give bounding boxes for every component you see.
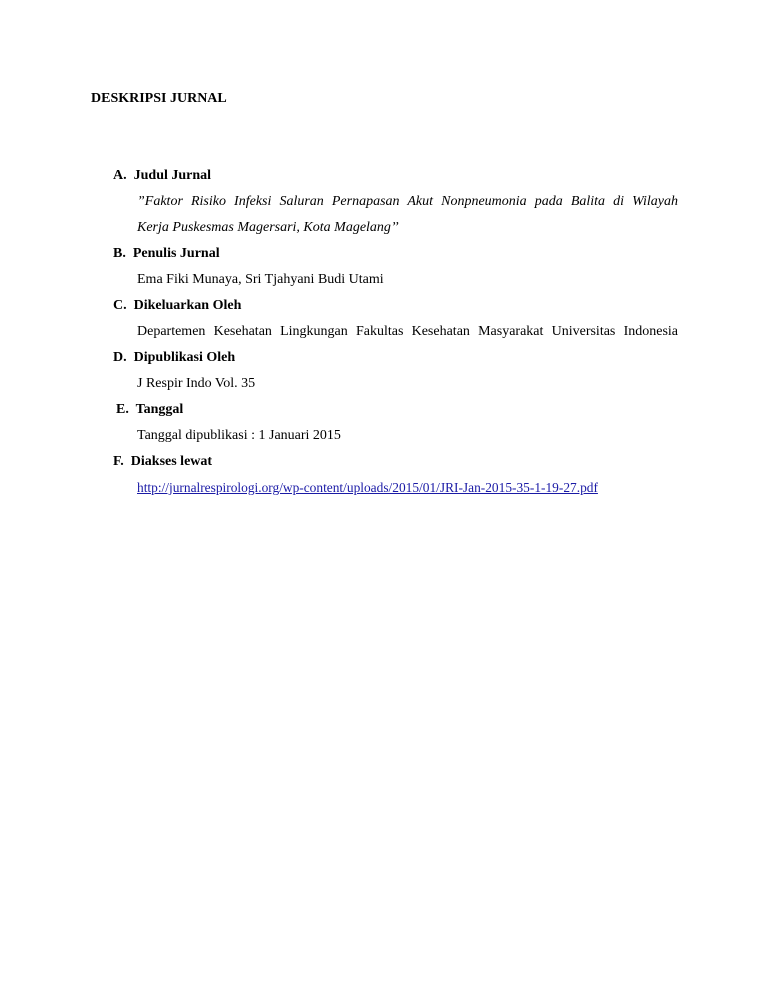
section-d-heading <box>113 350 235 366</box>
journal-title-line-2: Kerja Puskesmas Magersari, Kota Magelang’’ <box>137 220 399 235</box>
section-letter: E. <box>116 402 129 417</box>
journal-url-link[interactable]: http://jurnalrespirologi.org/wp-content/uploads/2015/01/JRI-Jan-2015-35-1-19-27.pdf <box>137 480 598 495</box>
section-c-heading <box>113 298 241 314</box>
section-heading-text: Judul Jurnal <box>133 168 212 183</box>
publisher-text: Departemen Kesehatan Lingkungan Fakultas Kesehatan Masyarakat Universitas Indonesia <box>137 324 678 339</box>
journal-title-line-1: ”Faktor Risiko Infeksi Saluran Pernapasan Akut Nonpneumonia pada Balita di Wilayah <box>137 194 678 209</box>
section-a-heading <box>113 168 211 184</box>
publish-date-text: Tanggal dipublikasi : 1 Januari 2015 <box>137 428 341 443</box>
section-letter: D. <box>113 350 127 365</box>
section-heading-text: Dikeluarkan Oleh <box>133 298 242 313</box>
section-letter: C. <box>113 298 127 313</box>
section-heading-text: Dipublikasi Oleh <box>133 350 236 365</box>
section-heading-text: Tanggal <box>135 402 184 417</box>
authors-text: Ema Fiki Munaya, Sri Tjahyani Budi Utami <box>137 272 384 287</box>
section-letter: A. <box>113 168 127 183</box>
document-title: DESKRIPSI JURNAL <box>91 91 227 106</box>
section-letter: B. <box>113 246 126 261</box>
section-letter: F. <box>113 454 124 469</box>
section-f-heading <box>113 454 212 470</box>
journal-volume-text: J Respir Indo Vol. 35 <box>137 376 256 391</box>
section-heading-text: Diakses lewat <box>130 454 213 469</box>
section-e-heading <box>116 402 183 418</box>
section-heading-text: Penulis Jurnal <box>132 246 220 261</box>
section-b-heading <box>113 246 220 262</box>
